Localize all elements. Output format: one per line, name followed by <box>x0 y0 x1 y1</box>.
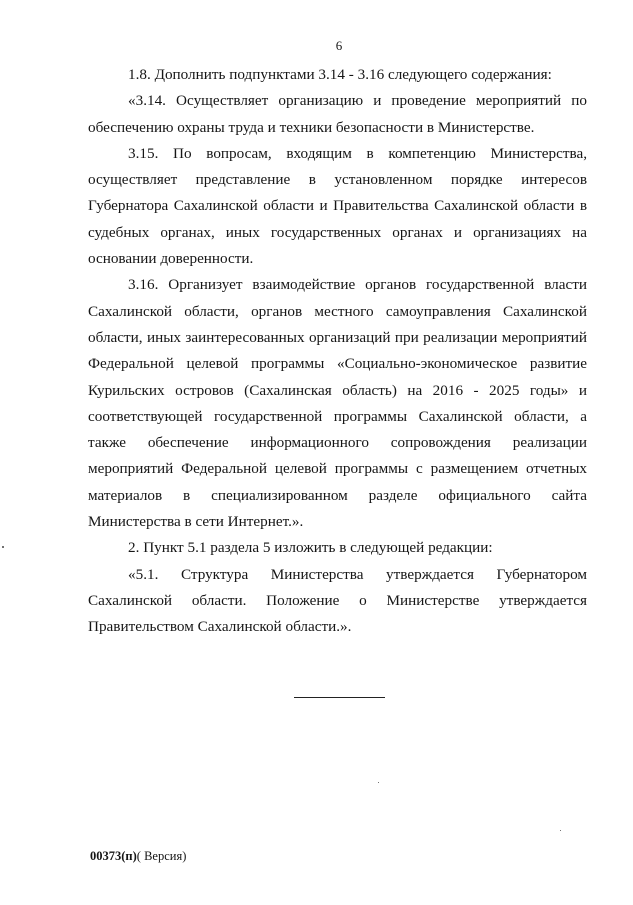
footer <box>90 849 186 864</box>
page-number: 6 <box>335 38 343 53</box>
scan-speck <box>378 782 379 783</box>
paragraph-3-15: 3.15. По вопросам, входящим в компетенцию Министерства, осуществляет представление в установленном порядке интересов Губернатора Сахалинской области и Правительства Сахалинской области в судебных органах, иных государственных органах и организациях на основании доверенности. <box>88 144 587 268</box>
closing-rule <box>294 697 385 698</box>
document-version: ( Версия) <box>136 849 187 863</box>
paragraph-5-1: «5.1. Структура Министерства утверждается Губернатором Сахалинской области. Положение о Министерстве утверждается Правительством Сахалинской области.». <box>88 565 587 636</box>
paragraph-2: 2. Пункт 5.1 раздела 5 изложить в следующей редакции: <box>128 539 493 557</box>
scan-speck <box>560 830 561 831</box>
paragraph-3-14: «3.14. Осуществляет организацию и проведение мероприятий по обеспечению охраны труда и техники безопасности в Министерстве. <box>88 92 587 136</box>
scan-speck <box>2 546 4 548</box>
document-code: 00373(п) <box>90 849 137 863</box>
document-body <box>88 62 587 641</box>
paragraph-3-16: 3.16. Организует взаимодействие органов государственной власти Сахалинской области, органов местного самоуправления Сахалинской области, иных заинтересованных организаций при реализации мероприятий Федеральной целевой программы «Социально-экономическое развитие Курильских островов (Сахалинская область) на 2016 - 2025 годы» и соответствующей государственной программы Сахалинской области, а также обеспечение информационного сопровождения реализации мероприятий Федеральной целевой программы с размещением отчетных материалов в специализированном разделе официального сайта Министерства в сети Интернет.». <box>88 276 587 531</box>
paragraph-1-8: 1.8. Дополнить подпунктами 3.14 - 3.16 следующего содержания: <box>128 66 552 83</box>
